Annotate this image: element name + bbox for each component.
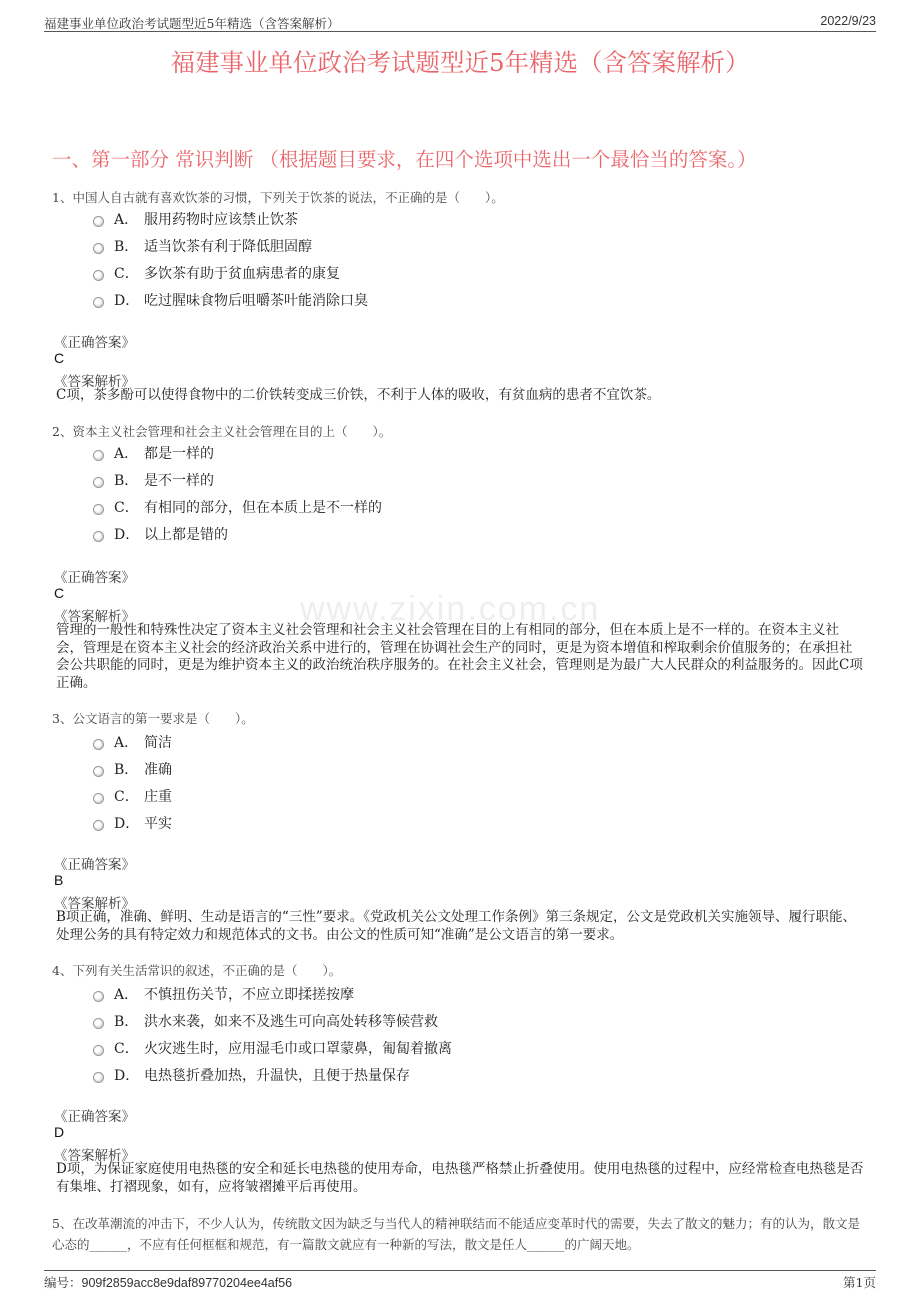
- radio-icon[interactable]: [93, 477, 104, 488]
- answer-label: 《正确答案》: [54, 335, 135, 351]
- option-item[interactable]: [93, 497, 382, 517]
- option-letter: A．: [114, 735, 139, 751]
- radio-icon[interactable]: [93, 270, 104, 281]
- radio-icon[interactable]: [93, 739, 104, 750]
- footer-page-number: 第1页: [843, 1275, 876, 1290]
- option-item[interactable]: [93, 1038, 452, 1058]
- option-text: 以上都是错的: [144, 527, 228, 543]
- question-stem: 1、中国人自古就有喜欢饮茶的习惯，下列关于饮茶的说法，不正确的是（ ）。: [52, 190, 504, 205]
- option-item[interactable]: [93, 470, 214, 490]
- option-item[interactable]: [93, 732, 172, 752]
- option-text: 洪水来袭，如来不及逃生可向高处转移等候营救: [144, 1014, 438, 1030]
- radio-icon[interactable]: [93, 1072, 104, 1083]
- explanation-text: D项，为保证家庭使用电热毯的安全和延长电热毯的使用寿命，电热毯严格禁止折叠使用。使用电热毯的过程中，应经常检查电热毯是否有集堆、打褶现象，如有，应将皱褶摊平后再使用。: [56, 1161, 864, 1195]
- explanation-label: 《答案解析》: [54, 609, 135, 625]
- header-doc-title: 福建事业单位政治考试题型近5年精选（含答案解析）: [44, 16, 340, 31]
- answer-label: 《正确答案》: [54, 570, 135, 586]
- option-text: 吃过腥味食物后咀嚼茶叶能消除口臭: [144, 293, 368, 309]
- answer-label: 《正确答案》: [54, 1109, 135, 1125]
- option-item[interactable]: [93, 263, 340, 283]
- question-stem: 4、下列有关生活常识的叙述，不正确的是（ ）。: [52, 963, 342, 978]
- explanation-text: 管理的一般性和特殊性决定了资本主义社会管理和社会主义社会管理在目的上有相同的部分，但在本质上是不一样的。在资本主义社会，管理是在资本主义社会的经济政治关系中进行的，管理在协调社会生产的同时，更是为资本增值和榨取剩余价值服务的；在承担社会公共职能的同时，更是为维护资本主义的政治统治秩序服务的。在社会主义社会，管理则是为最广大人民群众的利益服务的。因此C项正确。: [56, 622, 863, 691]
- footer-divider: [44, 1270, 876, 1271]
- option-letter: D．: [114, 816, 140, 832]
- option-text: 准确: [144, 762, 172, 778]
- option-text: 平实: [144, 816, 172, 832]
- option-letter: A．: [114, 212, 139, 228]
- option-item[interactable]: [93, 1065, 410, 1085]
- document-title: 福建事业单位政治考试题型近5年精选（含答案解析）: [170, 48, 750, 77]
- option-item[interactable]: [93, 984, 354, 1004]
- question-stem: 3、公文语言的第一要求是（ ）。: [52, 711, 254, 726]
- option-letter: C．: [114, 789, 139, 805]
- option-letter: B．: [114, 1014, 139, 1030]
- radio-icon[interactable]: [93, 1018, 104, 1029]
- radio-icon[interactable]: [93, 243, 104, 254]
- option-text: 火灾逃生时，应用湿毛巾或口罩蒙鼻，匍匐着撤离: [144, 1041, 452, 1057]
- radio-icon[interactable]: [93, 793, 104, 804]
- option-item[interactable]: [93, 443, 214, 463]
- radio-icon[interactable]: [93, 531, 104, 542]
- option-letter: D．: [114, 293, 140, 309]
- option-letter: A．: [114, 987, 139, 1003]
- option-text: 都是一样的: [144, 446, 214, 462]
- explanation-label: 《答案解析》: [54, 374, 135, 390]
- header-divider: [44, 31, 876, 32]
- explanation-text: B项正确，准确、鲜明、生动是语言的“三性”要求。《党政机关公文处理工作条例》第三条规定，公文是党政机关实施领导、履行职能、处理公务的具有特定效力和规范体式的文书。由公文的性质可知“准确”是公文语言的第一要求。: [56, 909, 856, 943]
- option-text: 简洁: [144, 735, 172, 751]
- option-letter: D．: [114, 1068, 140, 1084]
- option-text: 是不一样的: [144, 473, 214, 489]
- footer-doc-id: 编号：909f2859acc8e9daf89770204ee4af56: [44, 1276, 293, 1290]
- option-letter: B．: [114, 239, 139, 255]
- option-text: 服用药物时应该禁止饮茶: [144, 212, 298, 228]
- radio-icon[interactable]: [93, 991, 104, 1002]
- option-letter: C．: [114, 500, 139, 516]
- section-heading: 一、第一部分 常识判断 （根据题目要求，在四个选项中选出一个最恰当的答案。）: [52, 148, 757, 171]
- option-text: 多饮茶有助于贫血病患者的康复: [144, 266, 340, 282]
- option-text: 适当饮茶有利于降低胆固醇: [144, 239, 312, 255]
- option-letter: A．: [114, 446, 139, 462]
- option-item[interactable]: [93, 786, 172, 806]
- radio-icon[interactable]: [93, 504, 104, 515]
- option-item[interactable]: [93, 290, 368, 310]
- option-text: 不慎扭伤关节，不应立即揉搓按摩: [144, 987, 354, 1003]
- option-letter: D．: [114, 527, 140, 543]
- radio-icon[interactable]: [93, 297, 104, 308]
- radio-icon[interactable]: [93, 450, 104, 461]
- option-letter: C．: [114, 266, 139, 282]
- option-item[interactable]: [93, 759, 172, 779]
- option-letter: C．: [114, 1041, 139, 1057]
- answer-value: B: [54, 872, 64, 888]
- option-text: 庄重: [144, 789, 172, 805]
- question-stem: 2、资本主义社会管理和社会主义社会管理在目的上（ ）。: [52, 424, 392, 439]
- explanation-text: C项，茶多酚可以使得食物中的二价铁转变成三价铁，不利于人体的吸收，有贫血病的患者不宜饮茶。: [56, 387, 661, 403]
- answer-value: C: [54, 350, 65, 366]
- option-text: 电热毯折叠加热，升温快，且便于热量保存: [144, 1068, 410, 1084]
- watermark: www.zixin.com.cn: [300, 590, 601, 628]
- header-date: 2022/9/23: [820, 14, 876, 28]
- radio-icon[interactable]: [93, 820, 104, 831]
- answer-value: D: [54, 1124, 65, 1140]
- radio-icon[interactable]: [93, 216, 104, 227]
- answer-label: 《正确答案》: [54, 857, 135, 873]
- question-stem: 5、在改革潮流的冲击下，不少人认为，传统散文因为缺乏与当代人的精神联结而不能适应变革时代的需要，失去了散文的魅力；有的认为，散文是心态的______，不应有任何框框和规范，有一篇散文就应有一种新的写法，散文是任人______的广阔天地。: [52, 1216, 860, 1252]
- explanation-label: 《答案解析》: [54, 1148, 135, 1164]
- option-item[interactable]: [93, 813, 172, 833]
- explanation-label: 《答案解析》: [54, 896, 135, 912]
- radio-icon[interactable]: [93, 1045, 104, 1056]
- option-letter: B．: [114, 473, 139, 489]
- answer-value: C: [54, 585, 65, 601]
- option-text: 有相同的部分，但在本质上是不一样的: [144, 500, 382, 516]
- option-item[interactable]: [93, 524, 228, 544]
- radio-icon[interactable]: [93, 766, 104, 777]
- option-item[interactable]: [93, 236, 312, 256]
- option-item[interactable]: [93, 209, 298, 229]
- option-letter: B．: [114, 762, 139, 778]
- option-item[interactable]: [93, 1011, 438, 1031]
